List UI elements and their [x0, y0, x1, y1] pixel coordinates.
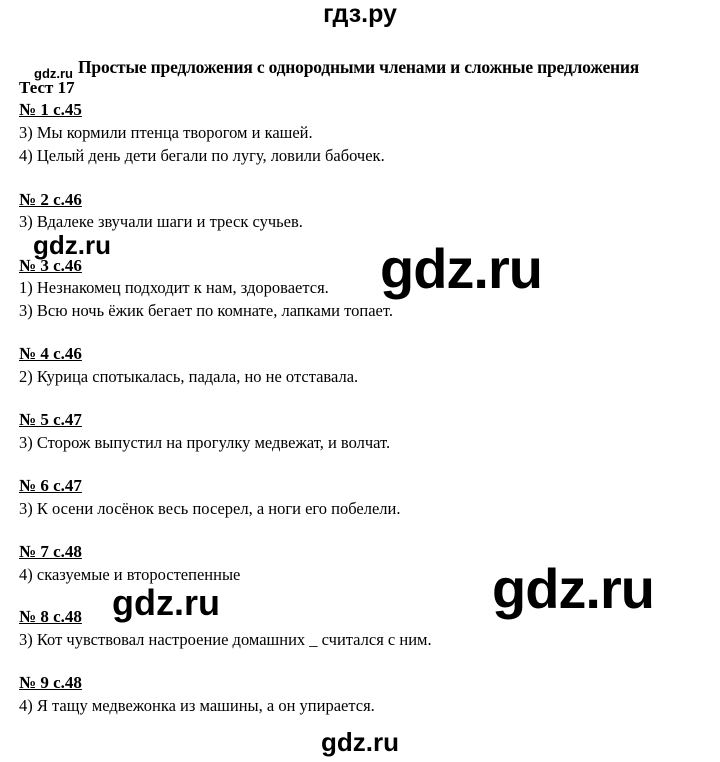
- watermark: gdz.ru: [33, 230, 111, 260]
- site-header: гдз.ру: [323, 0, 397, 28]
- test-label: Тест 17: [19, 78, 75, 97]
- task-8-answer-1: 3) Кот чувствовал настроение домашних _ считался с ним.: [19, 630, 432, 649]
- page-title: Простые предложения с однородными членами и сложные предложения: [78, 57, 640, 77]
- task-6-answer-1: 3) К осени лосёнок весь посерел, а ноги его побелели.: [19, 499, 401, 518]
- task-number-3: № 3 с.46: [19, 256, 82, 275]
- task-3-answer-1: 1) Незнакомец подходит к нам, здоровается.: [19, 278, 329, 297]
- watermark-small: gdz.ru: [34, 66, 73, 81]
- task-1-answer-2: 4) Целый день дети бегали по лугу, ловили бабочек.: [19, 146, 385, 165]
- task-number-4: № 4 с.46: [19, 344, 82, 363]
- task-number-1: № 1 с.45: [19, 100, 82, 119]
- task-5-answer-1: 3) Сторож выпустил на прогулку медвежат, и волчат.: [19, 433, 391, 452]
- task-number-8: № 8 с.48: [19, 607, 82, 626]
- task-number-2: № 2 с.46: [19, 190, 82, 209]
- task-number-5: № 5 с.47: [19, 410, 82, 429]
- task-7-answer-1: 4) сказуемые и второстепенные: [19, 565, 241, 584]
- task-9-answer-1: 4) Я тащу медвежонка из машины, а он упирается.: [19, 696, 375, 715]
- task-1-answer-1: 3) Мы кормили птенца творогом и кашей.: [19, 123, 313, 142]
- watermark-large: gdz.ru: [380, 237, 542, 300]
- task-number-6: № 6 с.47: [19, 476, 82, 495]
- task-number-9: № 9 с.48: [19, 673, 82, 692]
- task-4-answer-1: 2) Курица спотыкалась, падала, но не отставала.: [19, 367, 359, 386]
- watermark-large: gdz.ru: [492, 557, 654, 620]
- task-2-answer-1: 3) Вдалеке звучали шаги и треск сучьев.: [19, 212, 303, 231]
- watermark: gdz.ru: [112, 582, 220, 623]
- task-number-7: № 7 с.48: [19, 542, 82, 561]
- task-3-answer-2: 3) Всю ночь ёжик бегает по комнате, лапками топает.: [19, 301, 393, 320]
- watermark-footer: gdz.ru: [321, 727, 399, 757]
